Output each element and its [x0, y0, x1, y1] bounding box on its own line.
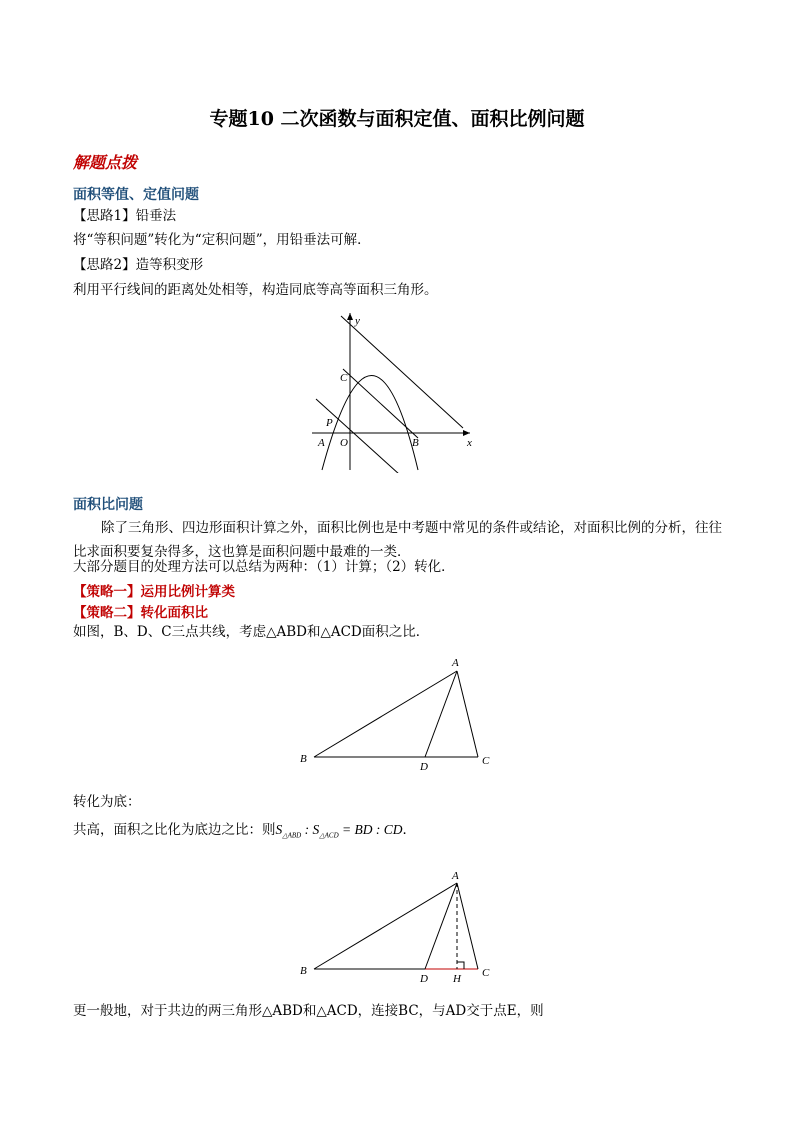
fig3-label-c: C [482, 967, 490, 979]
idea2-text: 利用平行线间的距离处处相等，构造同底等高等面积三角形。 [73, 282, 438, 298]
altitude-figure [290, 862, 500, 987]
fig1-label-c: C [340, 372, 348, 384]
parabola [322, 376, 418, 471]
segment-ba [314, 883, 457, 969]
y-axis-arrow [347, 313, 353, 320]
fig1-label-y: y [355, 315, 360, 327]
triangle-figure [290, 650, 500, 775]
fig1-label-x: x [467, 437, 472, 449]
segment-ac [457, 883, 478, 969]
fig1-label-a: A [318, 437, 325, 449]
line-through-p [316, 399, 410, 473]
parabola-figure [300, 308, 485, 473]
part2-heading: 面积比问题 [73, 497, 143, 513]
fig1-label-o: O [340, 437, 348, 449]
height-text: 共高，面积之比化为底边之比：则 [73, 822, 276, 838]
fig1-label-p: P [326, 417, 333, 429]
area-ratio-formula: $S_{\triangle ABD}$ : $S_{\triangle ACD}$ = BD : CD [275, 822, 403, 840]
fig3-label-d: D [420, 973, 428, 985]
tangent-line [341, 316, 463, 428]
fig2-label-c: C [482, 755, 490, 767]
idea1-text: 将“等积问题”转化为“定积问题”，用铅垂法可解． [73, 232, 371, 248]
strategy1: 【策略一】运用比例计算类 [73, 584, 235, 600]
part1-heading: 面积等值、定值问题 [73, 187, 199, 203]
height-ratio-line: 共高，面积之比化为底边之比：则$S_{\triangle ABD}$ : $S_{\triangle ACD}$ = BD : CD． [73, 822, 416, 840]
fig2-label-d: D [420, 761, 428, 773]
strategy2: 【策略二】转化面积比 [73, 605, 208, 621]
idea1-label: 【思路1】铅垂法 [73, 208, 177, 224]
x-axis-arrow [463, 430, 470, 436]
convert-base-text: 转化为底： [73, 794, 141, 810]
fig3-label-b: B [300, 965, 307, 977]
segment-ad [425, 671, 457, 757]
fig1-label-b: B [412, 437, 419, 449]
fig3-label-a: A [452, 870, 459, 882]
segment-ba [314, 671, 457, 757]
part2-paragraph: 除了三角形、四边形面积计算之外，面积比例也是中考题中常见的条件或结论，对面积比例的分析，往往比求面积要复杂得多，这也算是面积问题中最难的一类． [73, 520, 722, 560]
general-text: 更一般地，对于共边的两三角形△ABD和△ACD，连接BC，与AD交于点E，则 [73, 1003, 544, 1019]
methods-text: 大部分题目的处理方法可以总结为两种：（1）计算；（2）转化． [73, 559, 455, 575]
section-heading: 解题点拨 [73, 153, 138, 172]
segment-ad [425, 883, 457, 969]
segment-ac [457, 671, 478, 757]
page-title: 专题10 二次函数与面积定值、面积比例问题 [209, 108, 585, 130]
collinear-text: 如图，B、D、C三点共线，考虑△ABD和△ACD面积之比． [73, 624, 430, 640]
fig3-label-h: H [453, 973, 461, 985]
idea2-label: 【思路2】造等积变形 [73, 257, 204, 273]
right-angle-mark [457, 962, 464, 969]
fig2-label-b: B [300, 753, 307, 765]
fig2-label-a: A [452, 657, 459, 669]
